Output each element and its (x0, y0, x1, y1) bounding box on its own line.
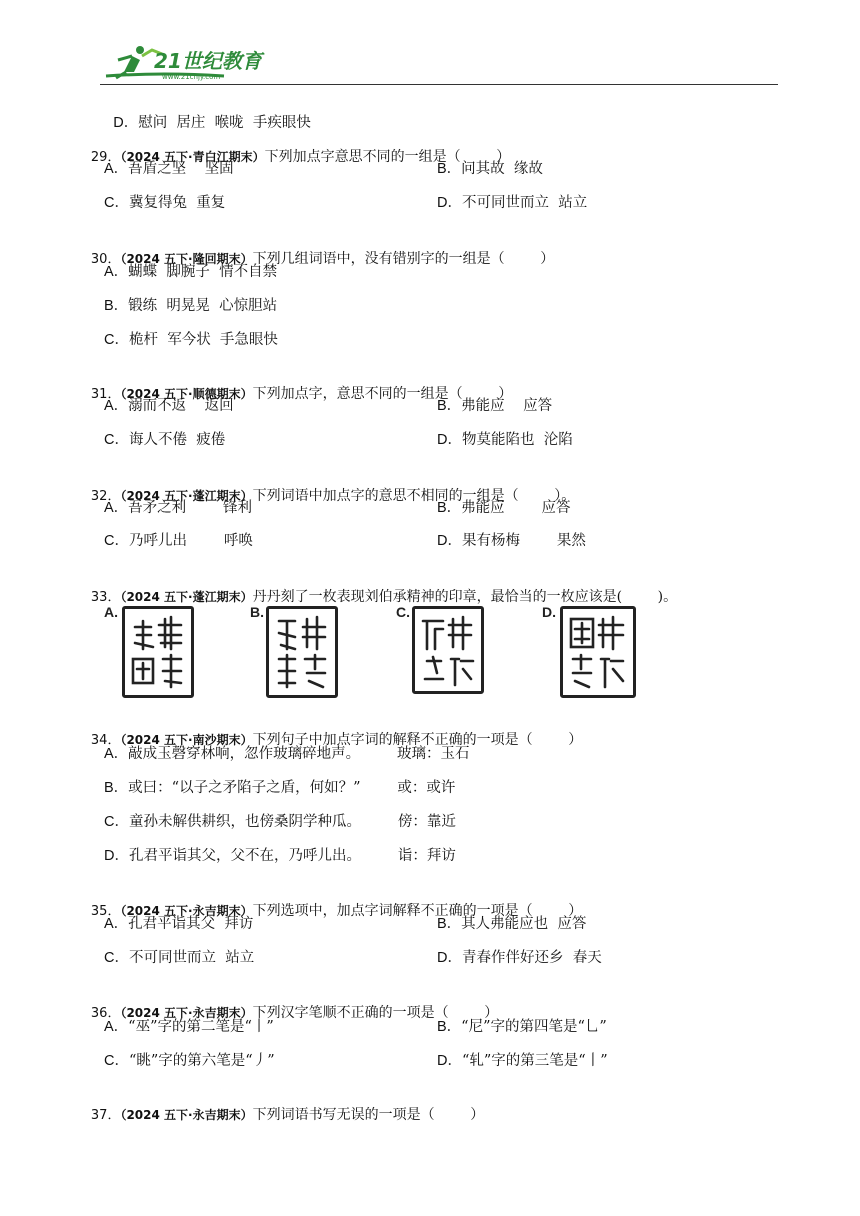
q29-option-b: B．问其故 缘故 (437, 161, 543, 177)
seal-a-image (122, 606, 194, 698)
question-37: 37．（2024 五下·永吉期末）下列词语书写无误的一项是（ ） (90, 1107, 485, 1123)
q31-option-c: C．诲人不倦 疲倦 (104, 432, 226, 448)
q36-option-a: A．“巫”字的第二笔是“丨” (104, 1019, 274, 1035)
q34-option-b: B．或曰：“以子之矛陷子之盾，何如？” 或：或许 (104, 780, 456, 796)
seal-d-image (560, 606, 636, 698)
q32-option-a: A．吾矛之利 锋利 (104, 500, 253, 516)
seal-options (100, 598, 660, 698)
header-divider (100, 84, 778, 85)
q34-option-d: D．孔君平诣其父，父不在，乃呼儿出。 诣：拜访 (104, 848, 456, 864)
svg-text:21世纪教育: 21世纪教育 (154, 49, 262, 73)
q30-option-b: B．锻练 明晃晃 心惊胆站 (104, 298, 278, 314)
q29-option-d: D．不可同世而立 站立 (437, 195, 588, 211)
question-33: 33．（2024 五下·蓬江期末）丹丹刻了一枚表现刘伯承精神的印章，最恰当的一枚应该是( )。 (90, 589, 678, 605)
q32-option-d: D．果有杨梅 果然 (437, 533, 586, 549)
question-32: 32．（2024 五下·蓬江期末）下列词语中加点字的意思不相同的一组是（ ）。 (90, 488, 576, 504)
seal-label-b: B. (250, 604, 264, 620)
q30-option-c: C．桅杆 军今状 手急眼快 (104, 332, 278, 348)
question-34: 34．（2024 五下·南沙期末）下列句子中加点字词的解释不正确的一项是（ ） (90, 732, 583, 748)
q36-option-b: B．“尼”字的第四笔是“乚” (437, 1019, 607, 1035)
question-36: 36．（2024 五下·永吉期末）下列汉字笔顺不正确的一项是（ ） (90, 1005, 499, 1021)
q35-option-d: D．青春作伴好还乡 春天 (437, 950, 602, 966)
question-29: 29．（2024 五下·青白江期末）下列加点字意思不同的一组是（ ） (90, 149, 511, 165)
q31-option-d: D．物莫能陷也 沦陷 (437, 432, 573, 448)
q35-option-a: A．孔君平诣其父 拜访 (104, 916, 254, 932)
question-30: 30．（2024 五下·隆回期末）下列几组词语中，没有错别字的一组是（ ） (90, 251, 555, 267)
logo (104, 42, 284, 82)
seal-c-image (412, 606, 484, 694)
q32-option-c: C．乃呼儿出 呼唤 (104, 533, 253, 549)
q29-option-a: A．吾盾之坚 坚固 (104, 161, 234, 177)
seal-label-a: A. (104, 604, 118, 620)
q31-option-a: A．溺而不返 返回 (104, 398, 234, 414)
q34-option-a: A．敲成玉磬穿林响，忽作玻璃碎地声。 玻璃：玉石 (104, 746, 470, 762)
prev-option-d: D．慰问 居庄 喉咙 手疾眼快 (113, 115, 311, 131)
question-35: 35．（2024 五下·永吉期末）下列选项中，加点字词解释不正确的一项是（ ） (90, 903, 583, 919)
q32-option-b: B．弗能应 应答 (437, 500, 571, 516)
seal-b-image (266, 606, 338, 698)
q36-option-d: D．“轧”字的第三笔是“丨” (437, 1053, 608, 1069)
page-header (100, 40, 778, 86)
q30-option-a: A．蝴蝶 脚腕子 情不自禁 (104, 264, 278, 280)
q34-option-c: C．童孙未解供耕织，也傍桑阴学种瓜。 傍：靠近 (104, 814, 456, 830)
q29-option-c: C．冀复得兔 重复 (104, 195, 226, 211)
q31-option-b: B．弗能应 应答 (437, 398, 553, 414)
q36-option-c: C．“眺”字的第六笔是“丿” (104, 1053, 275, 1069)
q35-option-c: C．不可同世而立 站立 (104, 950, 255, 966)
svg-text:www.21cnjy.com: www.21cnjy.com (162, 73, 221, 81)
q35-option-b: B．其人弗能应也 应答 (437, 916, 587, 932)
question-31: 31．（2024 五下·顺德期末）下列加点字，意思不同的一组是（ ） (90, 386, 513, 402)
seal-label-d: D. (542, 604, 556, 620)
seal-label-c: C. (396, 604, 410, 620)
